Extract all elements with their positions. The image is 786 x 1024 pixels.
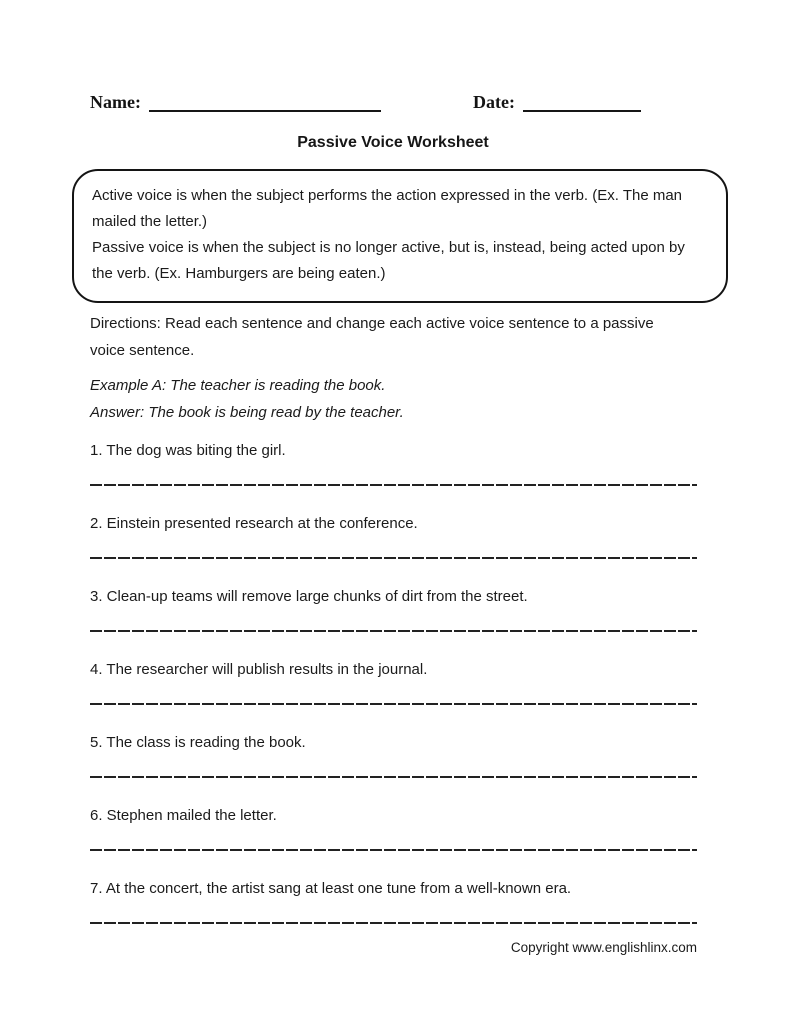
answer-blank-line[interactable] [90,849,697,851]
date-label: Date: [472,92,515,112]
question-item-2 [90,513,697,559]
example-prompt: Example A: The teacher is reading the book. [90,377,386,394]
question-sentence: 2. Einstein presented research at the conference. [90,515,418,532]
answer-blank-line[interactable] [90,776,697,778]
question-item-6 [90,805,697,851]
question-item-7 [90,878,697,924]
answer-blank-line[interactable] [90,630,697,632]
answer-blank-line[interactable] [90,557,697,559]
active-voice-definition: Active voice is when the subject performs the action expressed in the verb. (Ex. The man mailed the letter.) [92,187,683,230]
question-sentence: 7. At the concert, the artist sang at least one tune from a well-known era. [90,880,572,897]
directions-text: Directions: Read each sentence and change each active voice sentence to a passive voice sentence. [90,315,654,359]
name-label: Name: [90,92,141,112]
header-row [90,92,697,112]
questions-list [90,440,697,951]
answer-blank-line[interactable] [90,703,697,705]
name-input-line[interactable] [149,92,381,112]
answer-blank-line[interactable] [90,922,697,924]
question-sentence: 1. The dog was biting the girl. [90,442,286,459]
question-sentence: 6. Stephen mailed the letter. [90,807,277,824]
question-item-4 [90,659,697,705]
question-sentence: 4. The researcher will publish results in the journal. [90,661,428,678]
passive-voice-definition: Passive voice is when the subject is no longer active, but is, instead, being acted upon by the verb. (Ex. Hamburgers are being eaten.) [92,239,685,282]
example-answer: Answer: The book is being read by the teacher. [90,404,404,421]
question-item-3 [90,586,697,632]
name-field-group [90,92,381,112]
question-item-5 [90,732,697,778]
copyright-text: Copyright www.englishlinx.com [510,940,697,955]
question-sentence: 5. The class is reading the book. [90,734,306,751]
example-block [90,372,404,426]
question-item-1 [90,440,697,486]
answer-blank-line[interactable] [90,484,697,486]
date-input-line[interactable] [523,92,641,112]
definition-box [72,169,728,303]
page-title: Passive Voice Worksheet [297,134,489,151]
date-field-group [473,92,641,112]
question-sentence: 3. Clean-up teams will remove large chunks of dirt from the street. [90,588,528,605]
